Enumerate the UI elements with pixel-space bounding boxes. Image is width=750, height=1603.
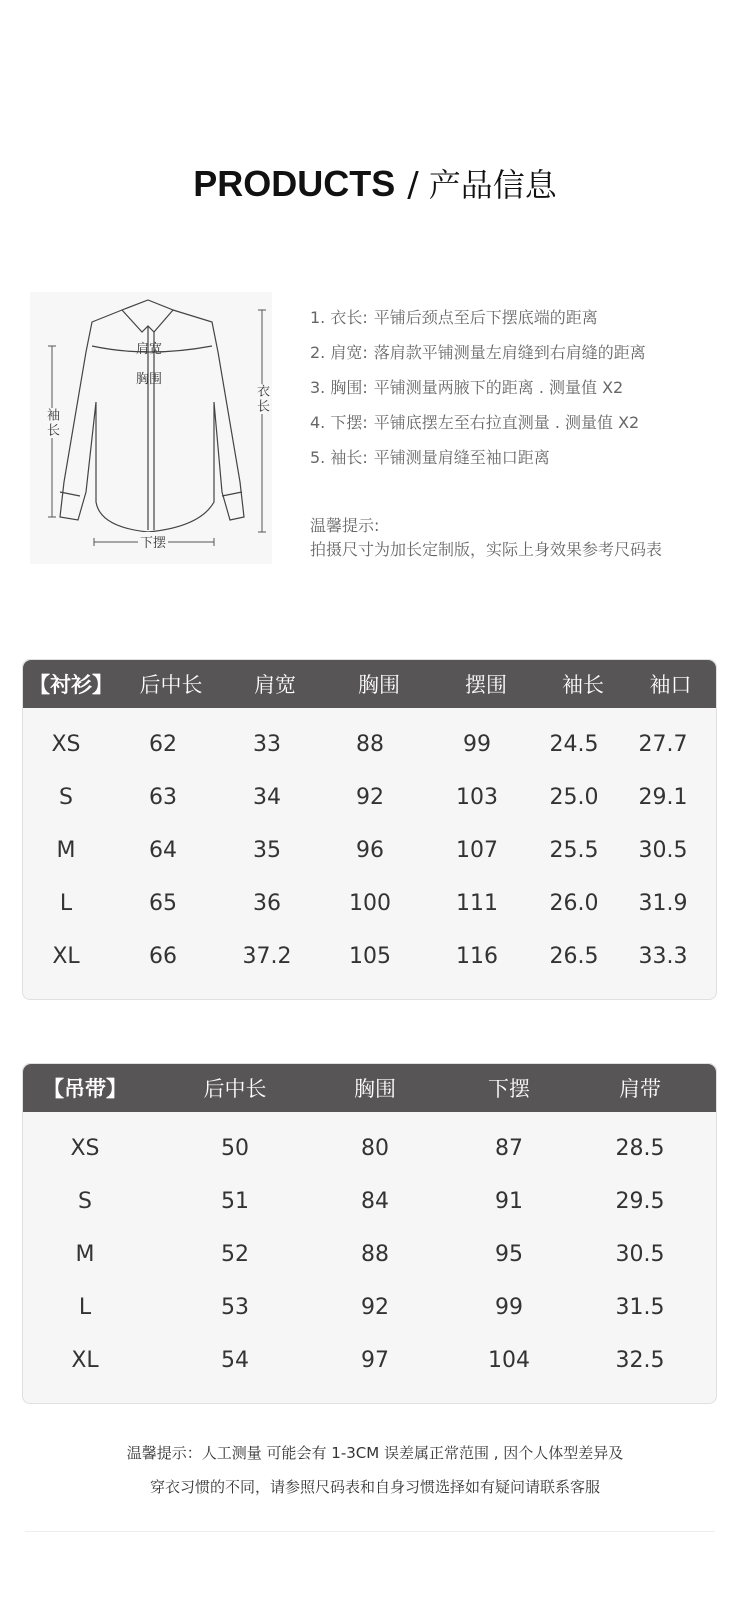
table-cell: 92	[361, 1295, 389, 1320]
figure-label-chest: 胸围	[136, 372, 163, 387]
table-cell: 33	[253, 732, 281, 757]
page-title	[0, 160, 750, 206]
table-cell: 116	[456, 944, 498, 969]
table-row	[23, 877, 716, 930]
measure-label: 5. 袖长:	[310, 448, 368, 467]
shirt-outline-icon	[30, 292, 272, 564]
table-row	[23, 771, 716, 824]
title-separator: /	[407, 165, 419, 205]
table-cell: 30.5	[615, 1242, 665, 1267]
table-cell: 107	[456, 838, 498, 863]
table-cell: 97	[361, 1348, 389, 1373]
table-cell: 31.9	[638, 891, 688, 916]
tip-title: 温馨提示:	[310, 516, 380, 535]
table-row	[23, 718, 716, 771]
table-cell: 104	[488, 1348, 530, 1373]
table-header-cell: 袖口	[649, 673, 692, 697]
footer-divider	[25, 1531, 715, 1532]
table-cell: 91	[495, 1189, 523, 1214]
table-cell: 80	[361, 1136, 389, 1161]
table-cell: 95	[495, 1242, 523, 1267]
table-cell: 24.5	[549, 732, 599, 757]
table-cell: 65	[149, 891, 177, 916]
measure-item	[310, 300, 740, 335]
table-cell: 31.5	[615, 1295, 665, 1320]
footer-note-line-1: 温馨提示：人工测量 可能会有 1-3CM 误差属正常范围 , 因个人体型差异及	[126, 1444, 624, 1462]
table-row	[23, 1122, 716, 1175]
table-header-cell: 【吊带】	[43, 1077, 127, 1101]
table-cell: 32.5	[615, 1348, 665, 1373]
table-cell: 52	[221, 1242, 249, 1267]
table-header-cell: 摆围	[465, 673, 507, 697]
table-row	[23, 1228, 716, 1281]
table-cell: 103	[456, 785, 498, 810]
photo-tip	[310, 514, 740, 562]
table-cell: M	[56, 838, 76, 863]
measure-label: 3. 胸围:	[310, 378, 368, 397]
title-english: PRODUCTS	[193, 163, 396, 204]
measure-desc: 落肩款平铺测量左肩缝到右肩缝的距离	[373, 343, 646, 362]
table-cell: 99	[463, 732, 491, 757]
table-cell: 36	[253, 891, 281, 916]
title-chinese: 产品信息	[428, 166, 557, 204]
table-cell: 26.0	[549, 891, 599, 916]
table-cell: 35	[253, 838, 281, 863]
table-cell: 84	[361, 1189, 389, 1214]
table-cell: 29.1	[638, 785, 688, 810]
table-cell: 105	[349, 944, 391, 969]
table-cell: 111	[456, 891, 498, 916]
measure-desc: 平铺测量肩缝至袖口距离	[373, 448, 550, 467]
measure-item	[310, 335, 740, 370]
shirt-diagram	[30, 292, 272, 564]
table-header-cell: 袖长	[562, 673, 604, 697]
measurement-guide	[310, 300, 740, 475]
table-header-cell: 后中长	[139, 673, 203, 697]
table-cell: M	[75, 1242, 95, 1267]
table-body	[23, 1112, 716, 1387]
table-cell: 25.5	[549, 838, 599, 863]
table-header-cell: 【衬衫】	[29, 673, 113, 697]
table-cell: 25.0	[549, 785, 599, 810]
measure-item	[310, 440, 740, 475]
table-cell: L	[78, 1295, 92, 1320]
table-cell: 34	[253, 785, 281, 810]
table-cell: XS	[51, 732, 81, 757]
table-cell: 37.2	[242, 944, 292, 969]
table-row	[23, 1175, 716, 1228]
table-row	[23, 1334, 716, 1387]
table-cell: XL	[52, 944, 80, 969]
measure-desc: 平铺底摆左至右拉直测量 . 测量值 X2	[373, 413, 640, 432]
table-cell: L	[59, 891, 73, 916]
figure-label-hem: 下摆	[138, 532, 168, 551]
table-cell: 27.7	[638, 732, 688, 757]
table-cell: 99	[495, 1295, 523, 1320]
table-cell: 87	[495, 1136, 523, 1161]
measure-label: 2. 肩宽:	[310, 343, 368, 362]
table-cell: XL	[71, 1348, 99, 1373]
table-row	[23, 1281, 716, 1334]
footer-note-line-2: 穿衣习惯的不同，请参照尺码表和自身习惯选择如有疑问请联系客服	[149, 1478, 600, 1496]
table-row	[23, 930, 716, 983]
table-cell: 88	[361, 1242, 389, 1267]
figure-label-shoulder: 肩宽	[136, 342, 163, 357]
table-header-cell: 胸围	[354, 1077, 396, 1101]
table-cell: 96	[356, 838, 384, 863]
table-cell: 88	[356, 732, 384, 757]
table-cell: 29.5	[615, 1189, 665, 1214]
table-header	[23, 660, 716, 708]
measure-label: 1. 衣长:	[310, 308, 368, 327]
table-cell: 30.5	[638, 838, 688, 863]
measure-item	[310, 405, 740, 440]
table-cell: S	[78, 1189, 92, 1214]
table-header	[23, 1064, 716, 1112]
table-header-cell: 肩带	[619, 1077, 661, 1101]
table-header-cell: 下摆	[488, 1077, 530, 1101]
shirt-size-table	[22, 659, 717, 1000]
camisole-size-table	[22, 1063, 717, 1404]
table-header-cell: 肩宽	[254, 673, 296, 697]
table-cell: 62	[149, 732, 177, 757]
measure-desc: 平铺后颈点至后下摆底端的距离	[373, 308, 598, 327]
table-cell: 51	[221, 1189, 249, 1214]
table-cell: 54	[221, 1348, 249, 1373]
measure-item	[310, 370, 740, 405]
table-cell: 64	[149, 838, 177, 863]
table-cell: S	[59, 785, 73, 810]
measure-label: 4. 下摆:	[310, 413, 368, 432]
table-cell: 33.3	[638, 944, 688, 969]
table-cell: 50	[221, 1136, 249, 1161]
measure-desc: 平铺测量两腋下的距离 . 测量值 X2	[373, 378, 624, 397]
table-cell: 26.5	[549, 944, 599, 969]
tip-text: 拍摄尺寸为加长定制版，实际上身效果参考尺码表	[310, 540, 663, 559]
table-cell: 28.5	[615, 1136, 665, 1161]
figure-label-length: 衣长	[254, 384, 269, 414]
table-cell: 63	[149, 785, 177, 810]
table-cell: XS	[70, 1136, 100, 1161]
figure-label-sleeve: 袖长	[44, 408, 59, 438]
table-cell: 66	[149, 944, 177, 969]
table-cell: 100	[349, 891, 391, 916]
table-cell: 53	[221, 1295, 249, 1320]
table-row	[23, 824, 716, 877]
table-header-cell: 后中长	[203, 1077, 267, 1101]
table-cell: 92	[356, 785, 384, 810]
table-header-cell: 胸围	[358, 673, 400, 697]
table-body	[23, 708, 716, 983]
